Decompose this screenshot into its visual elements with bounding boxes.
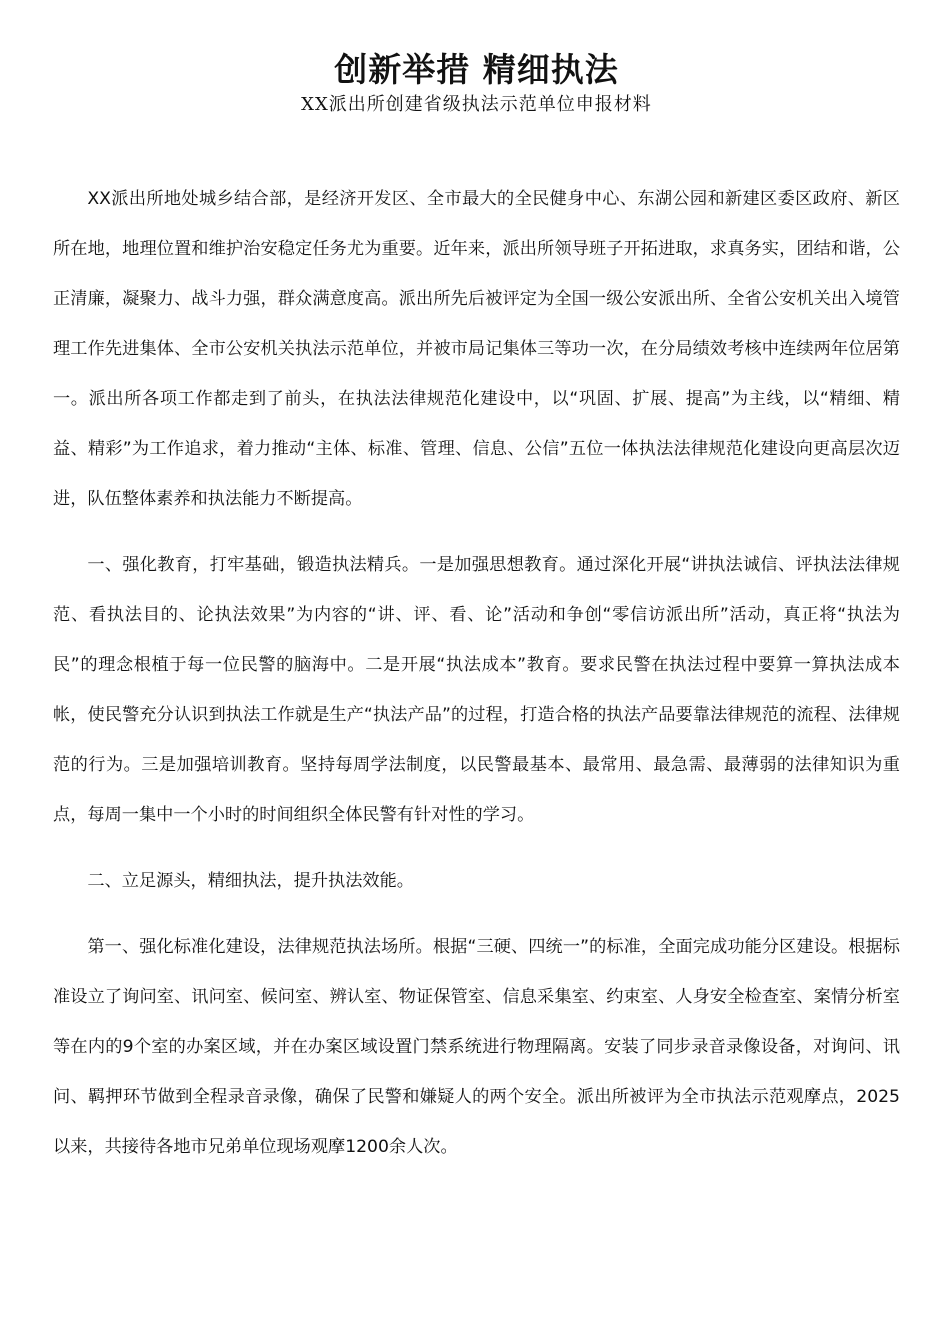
document-subtitle: XX派出所创建省级执法示范单位申报材料 [301, 94, 652, 115]
document-title: 创新举措 精细执法 [334, 50, 619, 89]
paragraph-section-two-first: 第一、强化标准化建设，法律规范执法场所。根据“三硬、四统一”的标准，全面完成功能分区建设。根据标准设立了询问室、讯问室、候问室、辨认室、物证保管室、信息采集室、约束室、人身安全检查室、案情分析室等在内的9个室的办案区域，并在办案区域设置门禁系统进行物理隔离。安装了同步录音录像设备，对询问、讯问、羁押环节做到全程录音录像，确保了民警和嫌疑人的两个安全。派出所被评为全市执法示范观摩点，2025以来，共接待各地市兄弟单位现场观摩1200余人次。 [53, 937, 900, 1157]
document-body [53, 174, 900, 1172]
paragraph-intro: XX派出所地处城乡结合部，是经济开发区、全市最大的全民健身中心、东湖公园和新建区委区政府、新区所在地，地理位置和维护治安稳定任务尤为重要。近年来，派出所领导班子开拓进取，求真务实，团结和谐，公正清廉，凝聚力、战斗力强，群众满意度高。派出所先后被评定为全国一级公安派出所、全省公安机关出入境管理工作先进集体、全市公安机关执法示范单位，并被市局记集体三等功一次，在分局绩效考核中连续两年位居第一。派出所各项工作都走到了前头，在执法法律规范化建设中，以“巩固、扩展、提高”为主线，以“精细、精益、精彩”为工作追求，着力推动“主体、标准、管理、信息、公信”五位一体执法法律规范化建设向更高层次迈进，队伍整体素养和执法能力不断提高。 [53, 189, 900, 509]
paragraph-section-one: 一、强化教育，打牢基础，锻造执法精兵。一是加强思想教育。通过深化开展“讲执法诚信、评执法法律规范、看执法目的、论执法效果”为内容的“讲、评、看、论”活动和争创“零信访派出所”活动，真正将“执法为民”的理念根植于每一位民警的脑海中。二是开展“执法成本”教育。要求民警在执法过程中要算一算执法成本帐，使民警充分认识到执法工作就是生产“执法产品”的过程，打造合格的执法产品要靠法律规范的流程、法律规范的行为。三是加强培训教育。坚持每周学法制度，以民警最基本、最常用、最急需、最薄弱的法律知识为重点，每周一集中一个小时的时间组织全体民警有针对性的学习。 [53, 555, 900, 825]
paragraph-section-two-heading: 二、立足源头，精细执法，提升执法效能。 [87, 871, 414, 891]
